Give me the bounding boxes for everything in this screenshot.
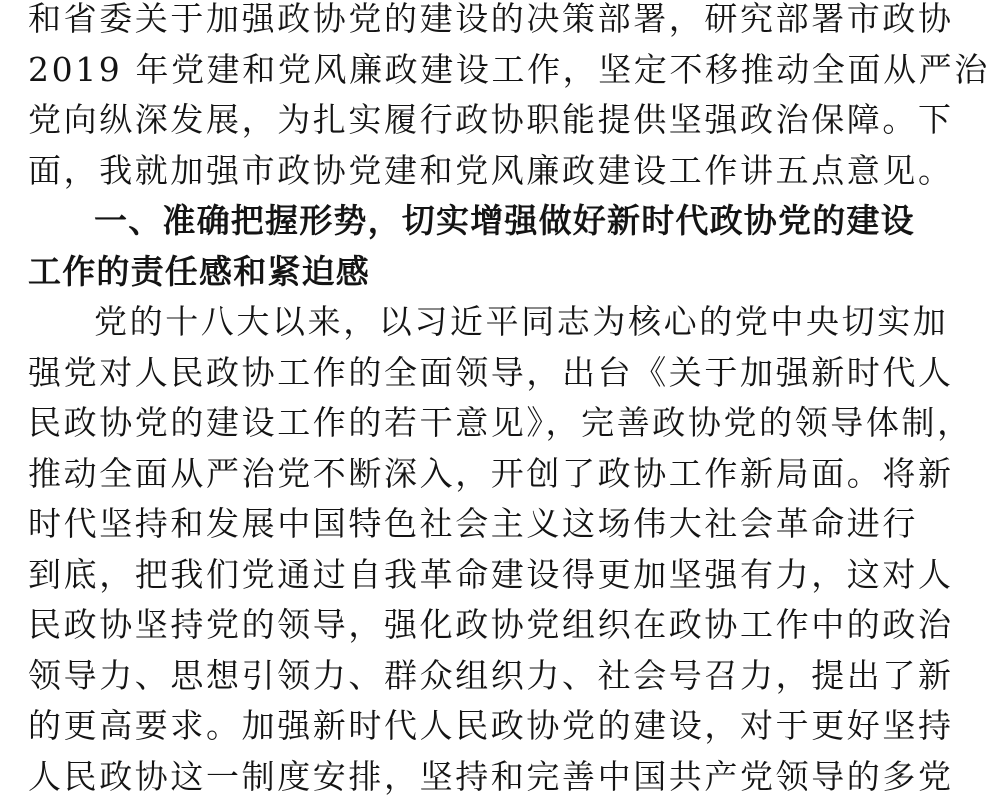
body-text-line: 面，我就加强市政协党建和党风廉政建设工作讲五点意见。 xyxy=(28,150,954,190)
body-text-line: 人民政协这一制度安排，坚持和完善中国共产党领导的多党 xyxy=(28,756,954,796)
body-text-line: 的更高要求。加强新时代人民政协党的建设，对于更好坚持 xyxy=(28,706,954,745)
body-text-line: 推动全面从严治党不断深入，开创了政协工作新局面。将新 xyxy=(28,453,954,493)
body-text-line: 和省委关于加强政协党的建设的决策部署，研究部署市政协 xyxy=(28,0,954,38)
body-text-line: 党的十八大以来，以习近平同志为核心的党中央切实加 xyxy=(94,302,949,341)
body-text-line: 时代坚持和发展中国特色社会主义这场伟大社会革命进行 xyxy=(28,504,918,543)
body-text-line: 民政协坚持党的领导，强化政协党组织在政协工作中的政治 xyxy=(28,605,954,644)
body-text-line: 民政协党的建设工作的若干意见》，完善政协党的领导体制， xyxy=(28,403,973,442)
section-heading-line-1: 一、准确把握形势，切实增强做好新时代政协党的建设 xyxy=(94,201,915,240)
body-text-line: 2019 年党建和党风廉政建设工作，坚定不移推动全面从严治 xyxy=(28,49,990,89)
body-text-line: 强党对人民政协工作的全面领导，出台《关于加强新时代人 xyxy=(28,352,954,392)
body-text-line: 党向纵深发展，为扎实履行政协职能提供坚强政治保障。下 xyxy=(28,100,954,139)
section-heading-line-2: 工作的责任感和紧迫感 xyxy=(28,251,370,291)
body-text-line: 到底，把我们党通过自我革命建设得更加坚强有力，这对人 xyxy=(28,554,954,594)
body-text-line: 领导力、思想引领力、群众组织力、社会号召力，提出了新 xyxy=(28,655,954,695)
